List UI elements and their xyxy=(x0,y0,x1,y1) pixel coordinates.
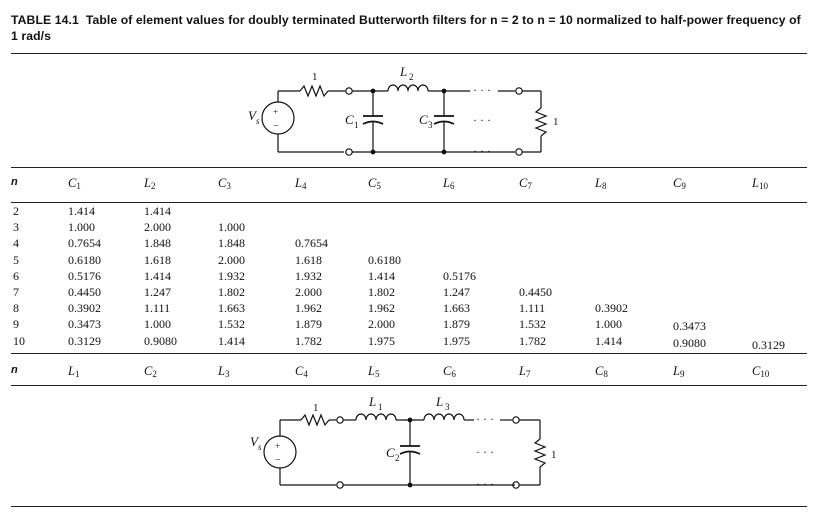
header-cell: $L_2$ xyxy=(144,176,156,191)
header-cell: $C_2$ xyxy=(144,364,157,379)
table-caption xyxy=(11,12,801,44)
svg-text:+: + xyxy=(273,107,279,117)
svg-text:C: C xyxy=(345,112,354,127)
svg-text:C: C xyxy=(419,112,428,127)
table-cell: 0.3129 xyxy=(752,337,785,352)
table-cell: 1.414 xyxy=(144,204,171,218)
table-cell: 1.000 xyxy=(144,317,171,332)
table-cell: 1.975 xyxy=(443,333,470,348)
table-cell: 1.414 xyxy=(68,204,95,218)
header-cell: $L_6$ xyxy=(443,176,455,191)
svg-text:−: − xyxy=(275,455,281,466)
table-cell: 0.9080 xyxy=(144,333,177,348)
table-cell: 1.247 xyxy=(443,285,470,299)
table-cell: 1.663 xyxy=(218,301,245,316)
row-n: 9 xyxy=(13,317,19,332)
table-cell: 0.5176 xyxy=(443,268,476,283)
svg-text:1: 1 xyxy=(378,402,383,412)
row-n: 2 xyxy=(13,204,19,218)
table-cell: 1.000 xyxy=(218,220,245,235)
bottom-circuit-diagram xyxy=(0,390,820,500)
table-cell: 1.414 xyxy=(595,333,622,348)
table-cell: 1.532 xyxy=(218,317,245,332)
svg-text:s: s xyxy=(256,116,260,126)
divider-top xyxy=(11,53,807,54)
table-cell: 1.247 xyxy=(144,285,171,299)
svg-text:3: 3 xyxy=(428,120,433,130)
svg-text:V: V xyxy=(250,434,258,449)
header-cell: $L_1$ xyxy=(68,364,80,379)
table-cell: 1.618 xyxy=(144,252,171,267)
svg-text:−: − xyxy=(273,121,279,132)
header-cell: $C_4$ xyxy=(295,364,308,379)
row-n: 8 xyxy=(13,301,19,316)
header-cell: $C_1$ xyxy=(68,176,81,191)
header-cell: $L_8$ xyxy=(595,176,607,191)
row-n: 4 xyxy=(13,236,19,251)
svg-text:· · ·: · · · xyxy=(473,113,491,127)
table-cell: 1.848 xyxy=(218,236,245,251)
table-cell: 1.111 xyxy=(144,301,171,316)
svg-text:C: C xyxy=(386,445,395,460)
svg-text:· · ·: · · · xyxy=(473,83,491,97)
row-n: 3 xyxy=(13,220,19,235)
svg-text:1: 1 xyxy=(551,449,557,461)
table-cell: 1.879 xyxy=(295,317,322,332)
table-cell: 2.000 xyxy=(368,317,395,332)
header-cell: $C_3$ xyxy=(218,176,231,191)
table-cell: 1.414 xyxy=(368,268,395,283)
svg-text:L: L xyxy=(369,394,377,409)
row-n: 6 xyxy=(13,268,19,283)
table-cell: 2.000 xyxy=(144,220,171,235)
table-cell: 1.414 xyxy=(218,333,245,348)
svg-text:V: V xyxy=(248,108,256,123)
row-n: 10 xyxy=(13,333,25,348)
table-cell: 0.7654 xyxy=(295,236,328,251)
table-cell: 1.618 xyxy=(295,252,322,267)
svg-text:1: 1 xyxy=(313,402,319,414)
svg-text:2: 2 xyxy=(395,453,400,463)
divider-bottom-header xyxy=(11,385,807,386)
table-cell: 1.111 xyxy=(519,301,546,316)
table-cell: 1.782 xyxy=(295,333,322,348)
table-cell: 0.4450 xyxy=(519,285,552,299)
table-cell: 1.879 xyxy=(443,317,470,332)
table-cell: 0.6180 xyxy=(368,252,401,267)
svg-text:1: 1 xyxy=(553,116,559,128)
top-circuit-diagram xyxy=(0,58,820,168)
header-cell: $C_7$ xyxy=(519,176,532,191)
header-cell: $L_9$ xyxy=(673,364,685,379)
caption-label: TABLE 14.1 xyxy=(11,13,79,27)
table-cell: 1.962 xyxy=(295,301,322,316)
header-n: n xyxy=(11,364,18,376)
header-cell: $L_4$ xyxy=(295,176,307,191)
header-cell: $L_{10}$ xyxy=(752,176,768,191)
table-cell: 0.3902 xyxy=(68,301,101,316)
table-cell: 1.932 xyxy=(295,268,322,283)
header-cell: $C_6$ xyxy=(443,364,456,379)
svg-text:3: 3 xyxy=(445,402,450,412)
table-cell: 0.4450 xyxy=(68,285,101,299)
inductor-l3-symbol xyxy=(424,414,464,420)
svg-text:· · ·: · · · xyxy=(476,477,494,491)
load-resistor-symbol xyxy=(535,439,545,467)
table-cell: 2.000 xyxy=(218,252,245,267)
table-cell: 1.532 xyxy=(519,317,546,332)
table-cell: 1.848 xyxy=(144,236,171,251)
divider-body xyxy=(11,353,807,354)
svg-text:· · ·: · · · xyxy=(476,412,494,426)
table-cell: 0.3902 xyxy=(595,301,628,316)
svg-text:s: s xyxy=(258,442,262,452)
svg-text:L: L xyxy=(400,64,408,79)
header-cell: $C_5$ xyxy=(368,176,381,191)
row-n: 7 xyxy=(13,285,19,299)
svg-text:1: 1 xyxy=(312,71,318,83)
inductor-l2-symbol xyxy=(388,85,428,91)
table-cell: 1.932 xyxy=(218,268,245,283)
header-cell: $C_{10}$ xyxy=(752,364,770,379)
table-cell: 1.802 xyxy=(368,285,395,299)
table-cell: 0.3129 xyxy=(68,333,101,348)
divider-table-top xyxy=(11,167,807,168)
svg-text:· · ·: · · · xyxy=(473,144,491,158)
svg-text:L: L xyxy=(436,394,444,409)
table-cell: 1.975 xyxy=(368,333,395,348)
load-resistor-symbol xyxy=(536,108,546,136)
table-cell: 1.000 xyxy=(595,317,622,332)
source-resistor-symbol xyxy=(301,415,329,425)
table-cell: 0.6180 xyxy=(68,252,101,267)
table-cell: 1.782 xyxy=(519,333,546,348)
svg-text:+: + xyxy=(275,441,281,451)
header-cell: $L_3$ xyxy=(218,364,230,379)
table-cell: 2.000 xyxy=(295,285,322,299)
table-cell: 0.5176 xyxy=(68,268,101,283)
svg-text:· · ·: · · · xyxy=(476,445,494,459)
svg-text:1: 1 xyxy=(354,120,359,130)
source-resistor-symbol xyxy=(300,86,328,96)
table-cell: 1.962 xyxy=(368,301,395,316)
inductor-l1-symbol xyxy=(356,414,396,420)
svg-text:2: 2 xyxy=(409,72,414,82)
caption-text: Table of element values for doubly terminated Butterworth filters for n = 2 to n = 10 normalized to half-power frequency of 1 rad/s xyxy=(11,13,801,43)
header-cell: $L_5$ xyxy=(368,364,380,379)
header-n: n xyxy=(11,176,18,188)
table-cell: 0.3473 xyxy=(68,317,101,332)
table-cell: 1.414 xyxy=(144,268,171,283)
table-cell: 1.663 xyxy=(443,301,470,316)
header-cell: $C_8$ xyxy=(595,364,608,379)
table-cell: 0.9080 xyxy=(673,335,706,350)
row-n: 5 xyxy=(13,252,19,267)
table-cell: 1.802 xyxy=(218,285,245,299)
divider-end xyxy=(11,506,807,507)
divider-header xyxy=(11,202,807,203)
table-cell: 0.3473 xyxy=(673,319,706,334)
table-cell: 1.000 xyxy=(68,220,95,235)
table-cell: 0.7654 xyxy=(68,236,101,251)
header-cell: $C_9$ xyxy=(673,176,686,191)
header-cell: $L_7$ xyxy=(519,364,531,379)
